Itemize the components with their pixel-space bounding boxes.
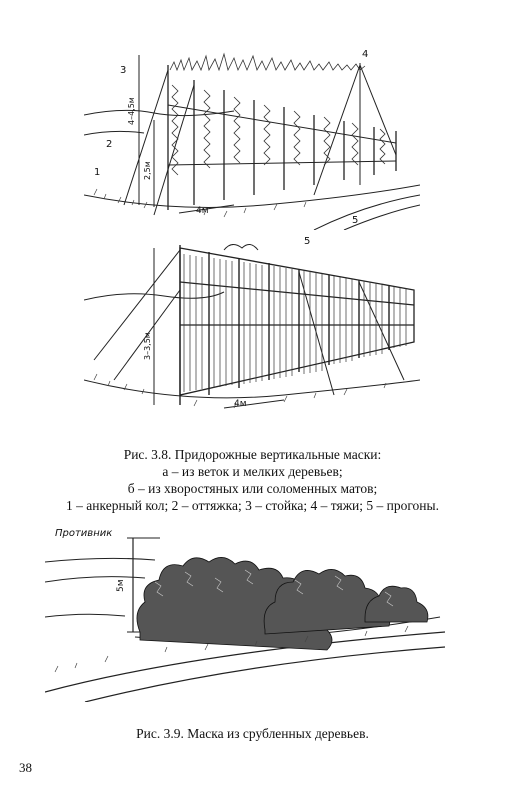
label-height-total: 4–4,5м — [127, 97, 136, 125]
figure-3-9-caption: Рис. 3.9. Маска из срубленных деревьев. — [136, 726, 369, 741]
figure-3-8-caption-line-4: 1 – анкерный кол; 2 – оттяжка; 3 – стойка; 4 – тяжи; 5 – прогоны. — [66, 498, 439, 513]
label-span: 4м — [196, 206, 209, 216]
label-span: 4м — [234, 399, 247, 409]
page-number: 38 — [19, 760, 32, 775]
label-height: 5м — [116, 579, 126, 592]
figure-3-8-caption-line-2: а – из веток и мелких деревьев; — [162, 464, 343, 479]
label-height: 3–3,5м — [143, 332, 152, 360]
label-guy-wire: 2 — [106, 139, 113, 150]
label-tie-rods: 4 — [362, 49, 369, 60]
label-rails: 5 — [352, 215, 359, 226]
label-rails: 5 — [304, 236, 311, 247]
figure-3-8-caption-line-1: Рис. 3.8. Придорожные вертикальные маски: — [123, 447, 382, 462]
figure-3-8-caption-line-3: б – из хворостяных или соломенных матов; — [127, 481, 378, 496]
figure-3-8b-illustration — [84, 230, 420, 420]
figure-3-8a-illustration — [84, 45, 420, 230]
label-enemy: Противник — [55, 528, 113, 539]
figure-3-9-illustration — [45, 522, 445, 702]
label-post: 3 — [120, 65, 127, 76]
label-anchor-stake: 1 — [94, 167, 101, 178]
label-height-low: 2,5м — [143, 161, 152, 180]
